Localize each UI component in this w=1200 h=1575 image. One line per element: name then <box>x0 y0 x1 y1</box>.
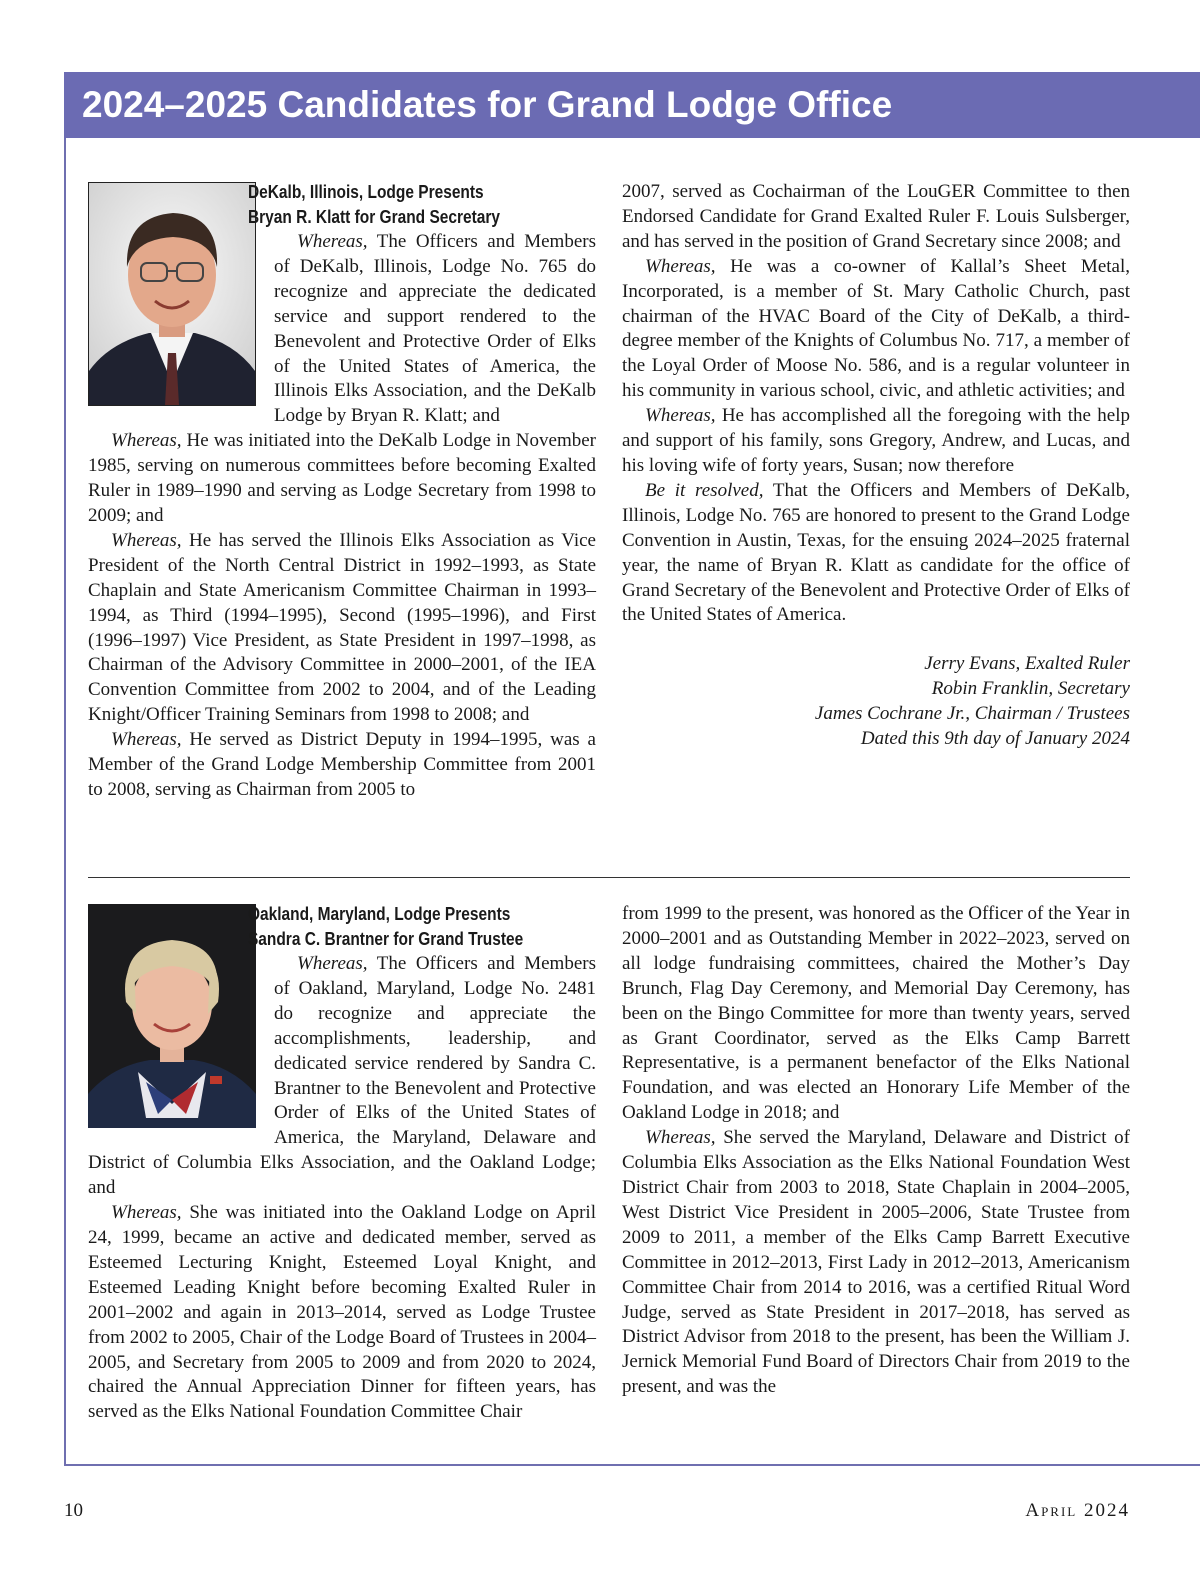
signature-line: Robin Franklin, Secretary <box>931 678 1130 700</box>
header-banner <box>64 72 1200 138</box>
paragraph: Whereas, She was initiated into the Oakland Lodge on April 24, 1999, became an active and dedicated member, served as Esteemed Lecturing Knight, Esteemed Loyal Knight, and Esteemed Leading Knight before becoming Exalted Ruler in 2001–2002 and again in 2013–2014, served as Lodge Trustee from 2002 to 2005, Chair of the Lodge Board of Trustees in 2004–2005, and Secretary from 2005 to 2009 and from 2020 to 2024, chaired the Annual Appreciation Dinner for fifteen years, has served as the Elks National Foundation Committee Chair <box>88 1202 596 1423</box>
article-klatt-heading <box>88 180 525 230</box>
signature-line: Jerry Evans, Exalted Ruler <box>924 653 1130 675</box>
article-brantner-left-column <box>88 902 596 1425</box>
paragraph: Whereas, He was a co-owner of Kallal’s Sheet Metal, Incorporated, is a member of St. Mary Catholic Church, past chairman of the HVAC Board of the City of DeKalb, a third-degree member of the Knights of Columbus No. 717, a member of the Loyal Order of Moose No. 586, and is a regular volunteer in his community in various school, civic, and athletic activities; and <box>622 255 1130 402</box>
article-klatt-right-column <box>622 180 1130 752</box>
page-title: 2024–2025 Candidates for Grand Lodge Office <box>82 84 893 125</box>
paragraph: from 1999 to the present, was honored as the Officer of the Year in 2000–2001 and as Outstanding Member in 2022–2023, served on all lodge fundraising committees, chaired the Mother’s Day Brunch, Flag Day Ceremony, and Memorial Day Ceremony, has been on the Bingo Committee for more than twenty years, served as Grant Coordinator, served as the Elks Camp Barrett Representative, is a permanent benefactor of the Elks National Foundation, and was elected an Honorary Life Member of the Oakland Lodge in 2018; and <box>622 903 1130 1124</box>
article-klatt-heading-line1: DeKalb, Illinois, Lodge Presents <box>247 182 484 202</box>
paragraph: Whereas, The Officers and Members of Oakland, Maryland, Lodge No. 2481 do recognize and appreciate the accomplishments, leadership, and dedicated service rendered by Sandra C. Brantner to the Benevolent and Protective Order of Elks of the United States of America, the Maryland, Delaware and District of Columbia Elks Association, and the Oakland Lodge; and <box>88 953 596 1199</box>
paragraph: Whereas, He was initiated into the DeKalb Lodge in November 1985, serving on numerous committees before becoming Exalted Ruler in 1989–1990 and serving as Lodge Secretary from 1998 to 2009; and <box>88 430 596 526</box>
signature-block <box>622 652 1130 752</box>
page-number: 10 <box>64 1500 83 1521</box>
article-brantner-heading-line2: Sandra C. Brantner for Grand Trustee <box>247 929 524 949</box>
paragraph: Whereas, She served the Maryland, Delaware and District of Columbia Elks Association as the Elks National Foundation West District Chair from 2003 to 2018, State Chaplain in 2004–2005, West District Vice President in 2005–2006, State Trustee from 2009 to 2011, a member of the Elks Camp Barrett Executive Committee in 2012–2013, First Lady in 2012–2013, Americanism Committee Chair from 2014 to 2016, was a certified Ritual Word Judge, served as State President in 2017–2018, has served as District Advisor from 2018 to the present, has been the William J. Jernick Memorial Fund Board of Directors Chair from 2019 to the present, and was the <box>622 1127 1130 1398</box>
article-brantner-heading <box>88 902 525 952</box>
article-klatt-left-column <box>88 180 596 803</box>
signature-line: James Cochrane Jr., Chairman / Trustees <box>814 703 1130 725</box>
paragraph: Whereas, He has served the Illinois Elks Association as Vice President of the North Central District in 1992–1993, as State Chaplain and State Americanism Committee Chairman in 1993–1994, as Third (1994–1995), Second (1995–1996), and First (1996–1997) Vice President, as State President in 1997–1998, as Chairman of the Advisory Committee in 2000–2001, of the IEA Convention Committee from 2002 to 2004, and of the Leading Knight/Officer Training Seminars from 1998 to 2008; and <box>88 529 596 726</box>
paragraph: Be it resolved, That the Officers and Members of DeKalb, Illinois, Lodge No. 765 are honored to present to the Grand Lodge Convention in Austin, Texas, for the ensuing 2024–2025 fraternal year, the name of Bryan R. Klatt as candidate for the office of Grand Secretary of the Benevolent and Protective Order of Elks of the United States of America. <box>622 479 1130 626</box>
article-brantner-right-column <box>622 902 1130 1400</box>
paragraph: Whereas, He has accomplished all the foregoing with the help and support of his family, sons Gregory, Andrew, and Lucas, and his loving wife of forty years, Susan; now therefore <box>622 405 1130 476</box>
section-divider <box>88 877 1130 878</box>
paragraph: Whereas, He served as District Deputy in 1994–1995, was a Member of the Grand Lodge Membership Committee from 2001 to 2008, serving as Chairman from 2005 to <box>88 729 596 800</box>
article-brantner-heading-line1: Oakland, Maryland, Lodge Presents <box>247 904 511 924</box>
signature-line: Dated this 9th day of January 2024 <box>860 728 1130 750</box>
article-klatt-heading-line2: Bryan R. Klatt for Grand Secretary <box>247 207 501 227</box>
paragraph: 2007, served as Cochairman of the LouGER Committee to then Endorsed Candidate for Grand Exalted Ruler F. Louis Sulsberger, and has served in the position of Grand Secretary since 2008; and <box>622 181 1130 252</box>
issue-date: April 2024 <box>1025 1500 1130 1521</box>
paragraph: Whereas, The Officers and Members of DeKalb, Illinois, Lodge No. 765 do recognize and appreciate the dedicated service and support rendered to the Benevolent and Protective Order of Elks of the United States of America, the Illinois Elks Association, and the DeKalb Lodge by Bryan R. Klatt; and <box>274 231 596 427</box>
